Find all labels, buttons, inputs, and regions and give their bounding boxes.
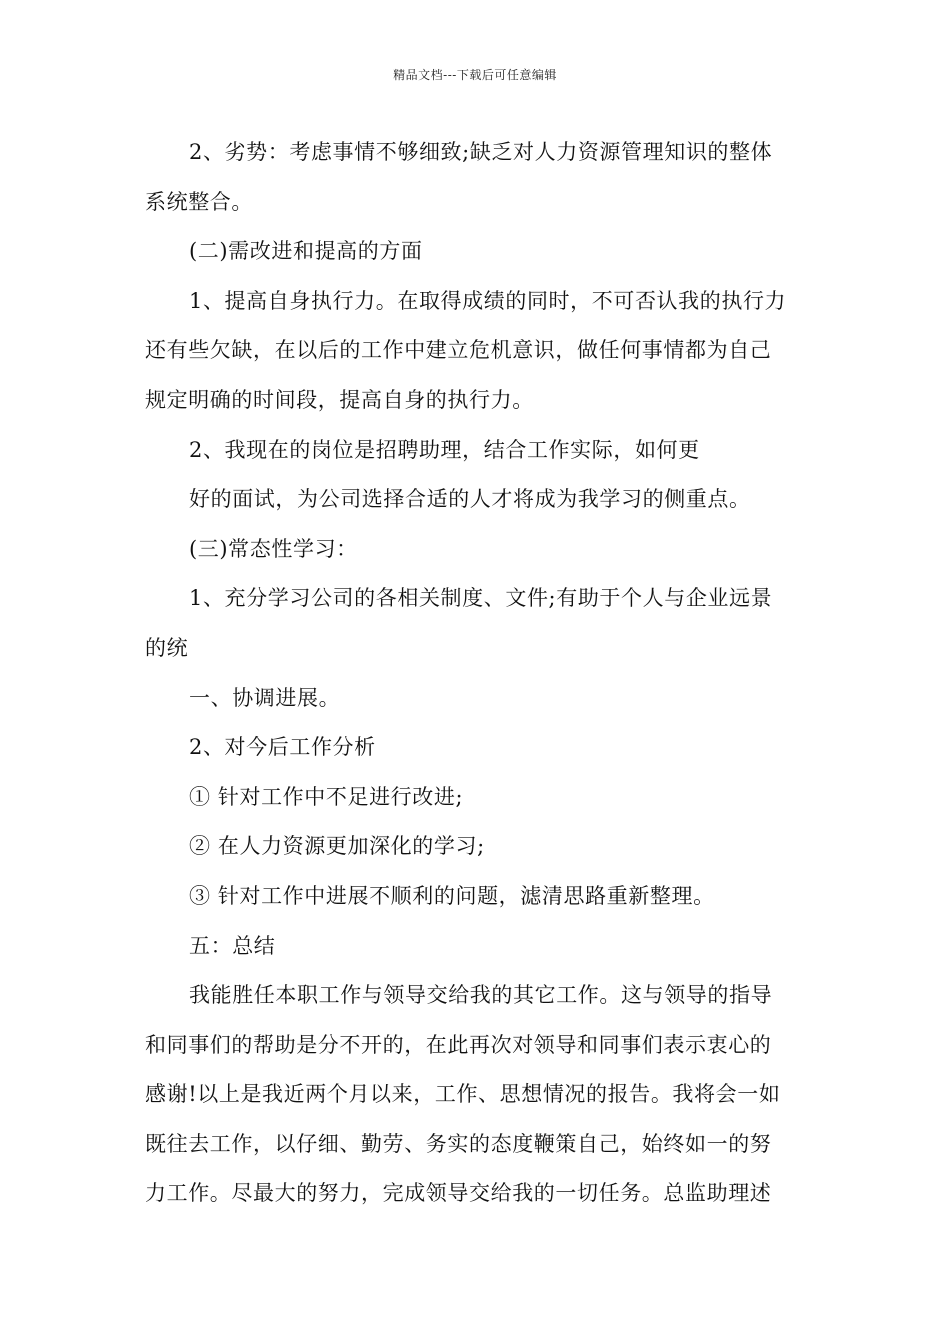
paragraph-line: 既往去工作，以仔细、勤劳、务实的态度鞭策自己，始终如一的努 <box>145 1131 772 1156</box>
paragraph-line: 2、我现在的岗位是招聘助理，结合工作实际，如何更 <box>189 437 700 462</box>
paragraph-line: 好的面试，为公司选择合适的人才将成为我学习的侧重点。 <box>189 487 751 512</box>
paragraph-line: 规定明确的时间段，提高自身的执行力。 <box>145 387 534 412</box>
paragraph-line: 感谢!以上是我近两个月以来，工作、思想情况的报告。我将会一如 <box>145 1082 781 1107</box>
paragraph-line: 还有些欠缺，在以后的工作中建立危机意识，做任何事情都为自己 <box>145 338 772 363</box>
paragraph-line: 1、提高自身执行力。在取得成绩的同时，不可否认我的执行力 <box>189 288 787 313</box>
document-body <box>145 128 809 1219</box>
page-header: 精品文档---下载后可任意编辑 <box>393 68 557 82</box>
section-heading: (三)常态性学习： <box>189 536 358 561</box>
list-item: ① 针对工作中不足进行改进; <box>189 784 464 809</box>
list-item: ② 在人力资源更加深化的学习; <box>189 834 485 859</box>
list-item: ③ 针对工作中进展不顺利的问题，滤清思路重新整理。 <box>189 883 715 908</box>
paragraph-line: 的统 <box>145 635 189 660</box>
section-heading: (二)需改进和提高的方面 <box>189 239 423 264</box>
paragraph-line: 1、充分学习公司的各相关制度、文件;有助于个人与企业远景 <box>189 586 773 611</box>
paragraph-line: 2、劣势：考虑事情不够细致;缺乏对人力资源管理知识的整体 <box>189 140 773 164</box>
section-heading: 五：总结 <box>189 933 276 958</box>
paragraph-line: 我能胜任本职工作与领导交给我的其它工作。这与领导的指导 <box>189 983 773 1008</box>
paragraph-line: 和同事们的帮助是分不开的，在此再次对领导和同事们表示衷心的 <box>145 1032 772 1057</box>
paragraph-line: 系统整合。 <box>145 189 253 214</box>
paragraph-line: 一、协调进展。 <box>189 685 341 710</box>
paragraph-line: 力工作。尽最大的努力，完成领导交给我的一切任务。总监助理述 <box>145 1181 772 1206</box>
paragraph-line: 2、对今后工作分析 <box>189 735 376 760</box>
